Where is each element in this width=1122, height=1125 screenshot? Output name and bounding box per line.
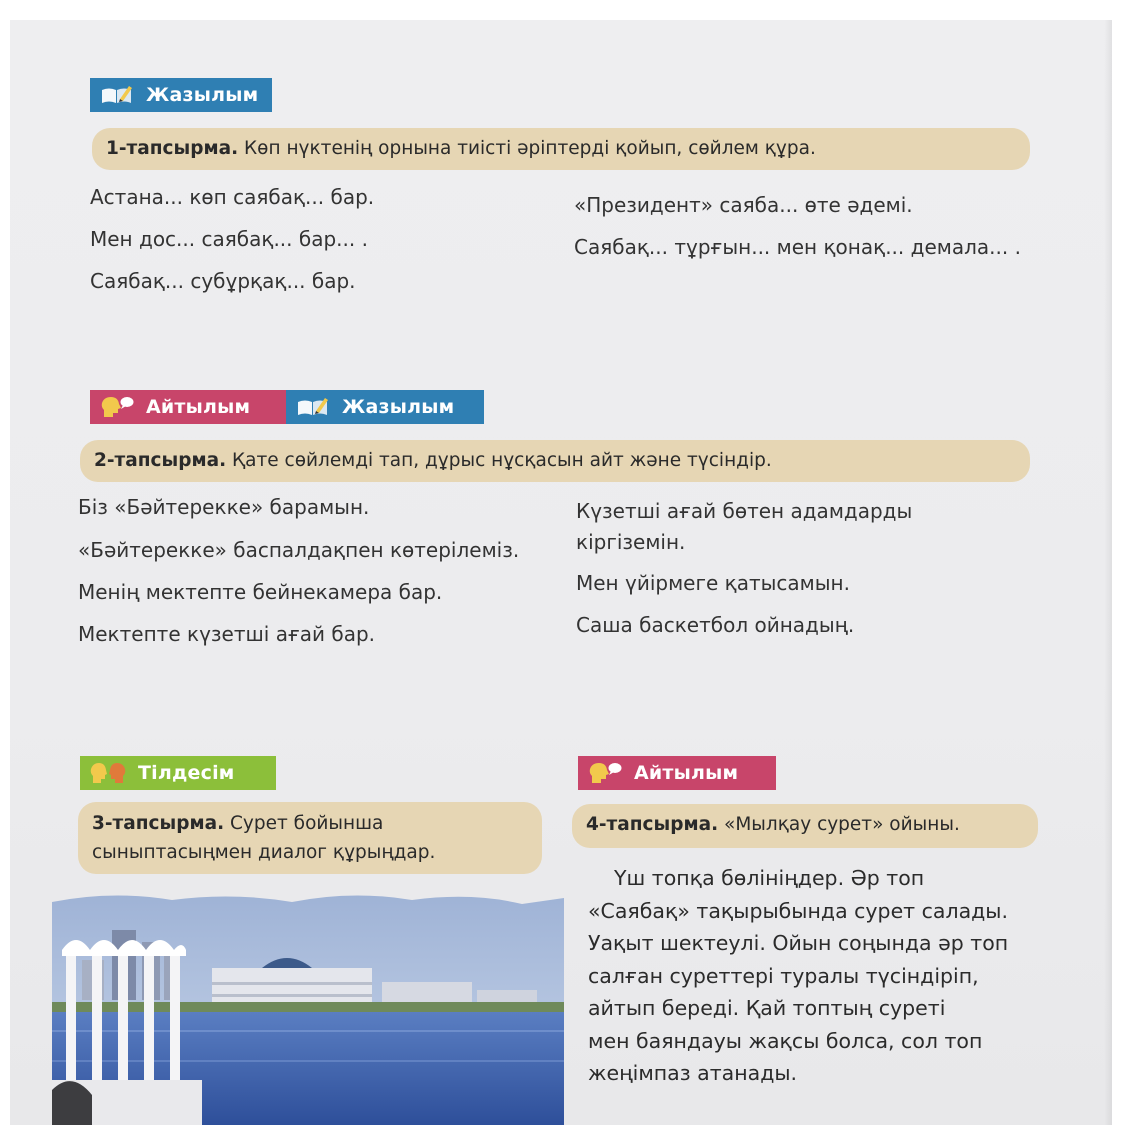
task-4-text: «Мылқау сурет» ойыны. [724,814,960,835]
task-3-bar [78,802,542,874]
task-2-right-line-4: Саша баскетбол ойнадың. [576,613,855,637]
city-park-photo [52,890,564,1125]
task-1-label: 1-тапсырма. [106,138,239,159]
task-4-bar [572,804,1038,848]
task-2-right-line-2: кіргіземін. [576,530,686,554]
task-1-right-line-1: «Президент» саяба... өте әдемі. [574,193,913,217]
writing-tag [90,78,272,112]
dialogue-tag [80,756,276,790]
task-2-left-line-4: Мектепте күзетші ағай бар. [78,622,376,646]
task-2-left-line-2: «Бәйтерекке» баспалдақпен көтерілеміз. [78,538,520,562]
task-4-paragraph-line-5: айтып береді. Қай топтың суреті [588,996,946,1020]
task-3-label: 3-тапсырма. [92,813,225,834]
task-2-label: 2-тапсырма. [94,450,227,471]
task-4-paragraph [588,862,1048,1090]
task-1-text: Көп нүктенің орнына тиісті әріптерді қойып, сөйлем құра. [244,138,816,159]
book-pen-icon-2 [296,396,330,418]
task-4-paragraph-line-2: «Саябақ» тақырыбында сурет салады. [588,898,1009,923]
speaking-tag-2 [578,756,776,790]
writing-tag-label: Жазылым [146,84,259,106]
speaking-tag-2-label: Айтылым [634,762,739,784]
task-1-left-line-1: Астана... көп саябақ... бар. [90,185,375,209]
speech-head-icon-2 [588,761,622,785]
task-4-paragraph-line-7: жеңімпаз атанады. [588,1061,798,1085]
task-3-text-2: сыныптасыңмен диалог құрыңдар. [92,842,436,863]
task-1-left-line-3: Саябақ... субұрқақ... бар. [90,269,356,293]
speech-head-icon [100,395,134,419]
task-2-right-line-1: Күзетші ағай бөтен адамдарды [576,499,913,523]
task-2-left-line-1: Біз «Бәйтерекке» барамын. [78,495,370,519]
task-3-text-1: Сурет бойынша [230,813,384,834]
speaking-tag [90,390,286,424]
task-4-paragraph-line-6: мен баяндауы жақсы болса, сол топ [588,1028,983,1053]
task-2-left-line-3: Менің мектепте бейнекамера бар. [78,580,443,604]
textbook-page [10,20,1112,1125]
dialogue-tag-label: Тілдесім [138,762,235,784]
task-4-paragraph-line-3: Уақыт шектеулі. Ойын соңында әр топ [588,931,1009,955]
task-1-bar [92,128,1030,170]
speaking-tag-label: Айтылым [146,396,251,418]
task-4-paragraph-line-4: салған суреттері туралы түсіндіріп, [588,963,979,988]
task-4-label: 4-тапсырма. [586,814,719,835]
task-2-text: Қате сөйлемді тап, дұрыс нұсқасын айт және түсіндір. [232,450,772,471]
task-1-left-line-2: Мен дос... саябақ... бар... . [90,227,368,251]
task-1-right-line-2: Саябақ... тұрғын... мен қонақ... демала... . [574,235,1021,259]
writing-tag-2-label: Жазылым [342,396,455,418]
writing-tag-2 [286,390,484,424]
task-4-paragraph-line-1: Үш топқа бөлініңдер. Әр топ [614,866,925,890]
task-2-bar [80,440,1030,482]
task-2-right-line-3: Мен үйірмеге қатысамын. [576,571,850,595]
page-edge-shadow [1104,20,1112,1125]
book-pen-icon [100,84,134,106]
two-heads-icon [90,761,126,785]
